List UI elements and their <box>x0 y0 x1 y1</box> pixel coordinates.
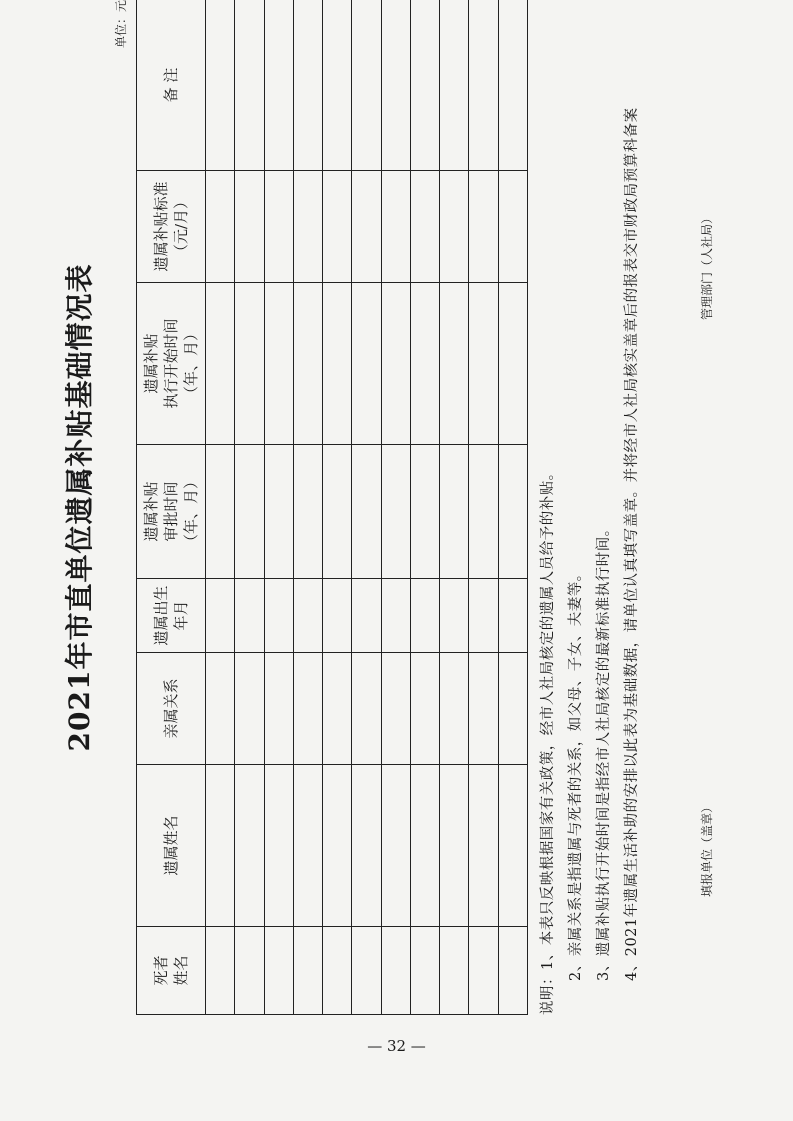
table-cell[interactable] <box>498 927 527 1015</box>
header-subsidy-standard: 遗属补贴标准 （元/月） <box>137 171 206 283</box>
table-cell[interactable] <box>498 445 527 579</box>
table-cell[interactable] <box>381 445 410 579</box>
table-cell[interactable] <box>323 579 352 653</box>
table-cell[interactable] <box>352 171 381 283</box>
table-cell[interactable] <box>469 765 498 927</box>
table-cell[interactable] <box>469 283 498 445</box>
table-body <box>206 0 528 1015</box>
table-cell[interactable] <box>498 171 527 283</box>
page-number: — 32 — <box>367 1037 426 1055</box>
table-row <box>440 0 469 1015</box>
document-title: 2021年市直单位遗属补贴基础情况表 <box>63 263 96 752</box>
table-cell[interactable] <box>323 0 352 171</box>
table-row <box>293 0 322 1015</box>
table-cell[interactable] <box>352 283 381 445</box>
table-cell[interactable] <box>410 445 439 579</box>
management-dept-label: 管理部门（人社局） <box>700 211 714 320</box>
table-cell[interactable] <box>469 927 498 1015</box>
table-cell[interactable] <box>410 0 439 171</box>
table-cell[interactable] <box>352 579 381 653</box>
table-cell[interactable] <box>381 653 410 765</box>
unit-label: 单位：元 <box>114 0 128 49</box>
table-cell[interactable] <box>323 171 352 283</box>
table-cell[interactable] <box>352 653 381 765</box>
header-survivor-name: 遗属姓名 <box>137 765 206 927</box>
table-cell[interactable] <box>498 653 527 765</box>
table-cell[interactable] <box>323 927 352 1015</box>
table-cell[interactable] <box>206 171 235 283</box>
table-cell[interactable] <box>293 765 322 927</box>
table-cell[interactable] <box>293 283 322 445</box>
table-cell[interactable] <box>440 445 469 579</box>
table-cell[interactable] <box>264 445 293 579</box>
header-birth-date: 遗属出生 年月 <box>137 579 206 653</box>
table-cell[interactable] <box>498 579 527 653</box>
table-cell[interactable] <box>440 579 469 653</box>
table-cell[interactable] <box>469 445 498 579</box>
table-cell[interactable] <box>235 171 264 283</box>
note-3: 3、遗属补贴执行开始时间是指经市人社局核定的最新标准执行时间。 <box>596 521 612 981</box>
table-cell[interactable] <box>206 0 235 171</box>
table-row <box>323 0 352 1015</box>
table-cell[interactable] <box>498 0 527 171</box>
table-cell[interactable] <box>293 927 322 1015</box>
note-1: 说明：1、本表只反映根据国家有关政策，经市人社局核定的遗属人员给予的补贴。 <box>540 465 556 1015</box>
table-cell[interactable] <box>352 0 381 171</box>
fill-unit-label: 填报单位（盖章） <box>700 800 714 897</box>
table-cell[interactable] <box>352 765 381 927</box>
table-row <box>352 0 381 1015</box>
table-row <box>381 0 410 1015</box>
table-cell[interactable] <box>498 765 527 927</box>
table-row <box>264 0 293 1015</box>
rotated-form-sheet <box>63 0 714 1015</box>
table-cell[interactable] <box>469 653 498 765</box>
table-cell[interactable] <box>381 579 410 653</box>
table-cell[interactable] <box>235 765 264 927</box>
table-cell[interactable] <box>206 579 235 653</box>
table-cell[interactable] <box>235 283 264 445</box>
table-cell[interactable] <box>206 283 235 445</box>
table-cell[interactable] <box>264 765 293 927</box>
table-cell[interactable] <box>293 171 322 283</box>
table-cell[interactable] <box>323 653 352 765</box>
table-cell[interactable] <box>469 579 498 653</box>
table-cell[interactable] <box>235 445 264 579</box>
table-cell[interactable] <box>440 171 469 283</box>
table-cell[interactable] <box>381 765 410 927</box>
table-header-row <box>137 0 206 1015</box>
header-deceased-name: 死者 姓名 <box>137 927 206 1015</box>
table-cell[interactable] <box>264 579 293 653</box>
table-cell[interactable] <box>440 927 469 1015</box>
table-cell[interactable] <box>235 0 264 171</box>
table-cell[interactable] <box>440 765 469 927</box>
table-cell[interactable] <box>293 445 322 579</box>
table-cell[interactable] <box>352 445 381 579</box>
table-cell[interactable] <box>235 653 264 765</box>
table-cell[interactable] <box>264 283 293 445</box>
table-row <box>498 0 527 1015</box>
table-cell[interactable] <box>410 171 439 283</box>
table-cell[interactable] <box>410 927 439 1015</box>
header-approval-time: 遗属补贴 审批时间 （年、月） <box>137 445 206 579</box>
table-cell[interactable] <box>469 0 498 171</box>
table-cell[interactable] <box>498 283 527 445</box>
table-cell[interactable] <box>440 0 469 171</box>
table-cell[interactable] <box>206 653 235 765</box>
table-cell[interactable] <box>264 653 293 765</box>
table-row <box>206 0 235 1015</box>
table-cell[interactable] <box>323 765 352 927</box>
table-cell[interactable] <box>440 283 469 445</box>
table-cell[interactable] <box>410 579 439 653</box>
table-cell[interactable] <box>410 765 439 927</box>
table-cell[interactable] <box>469 171 498 283</box>
table-cell[interactable] <box>293 0 322 171</box>
table-row <box>235 0 264 1015</box>
table-cell[interactable] <box>410 283 439 445</box>
table-cell[interactable] <box>206 445 235 579</box>
table-cell[interactable] <box>264 171 293 283</box>
note-4: 4、2021年遗属生活补助的安排以此表为基础数据，请单位认真填写盖章。并将经市人社局核实盖章后的报表交市财政局预算科备案 <box>624 107 640 981</box>
table-row <box>410 0 439 1015</box>
header-remarks: 备 注 <box>137 0 206 171</box>
table-cell[interactable] <box>264 927 293 1015</box>
note-2: 2、亲属关系是指遗属与死者的关系，如父母、子女、夫妻等。 <box>568 566 584 981</box>
table-cell[interactable] <box>410 653 439 765</box>
table-row <box>469 0 498 1015</box>
table-cell[interactable] <box>235 927 264 1015</box>
table-cell[interactable] <box>206 765 235 927</box>
table-cell[interactable] <box>323 445 352 579</box>
table-cell[interactable] <box>381 927 410 1015</box>
subsidy-table <box>136 0 528 1015</box>
table-cell[interactable] <box>293 579 322 653</box>
notes-section <box>534 0 646 1015</box>
table-cell[interactable] <box>293 653 322 765</box>
table-cell[interactable] <box>235 579 264 653</box>
header-start-time: 遗属补贴 执行开始时间 （年、月） <box>137 283 206 445</box>
table-cell[interactable] <box>323 283 352 445</box>
header-relationship: 亲属关系 <box>137 653 206 765</box>
table-cell[interactable] <box>440 653 469 765</box>
table-cell[interactable] <box>352 927 381 1015</box>
table-cell[interactable] <box>381 283 410 445</box>
table-cell[interactable] <box>264 0 293 171</box>
table-cell[interactable] <box>206 927 235 1015</box>
table-cell[interactable] <box>381 0 410 171</box>
table-cell[interactable] <box>381 171 410 283</box>
